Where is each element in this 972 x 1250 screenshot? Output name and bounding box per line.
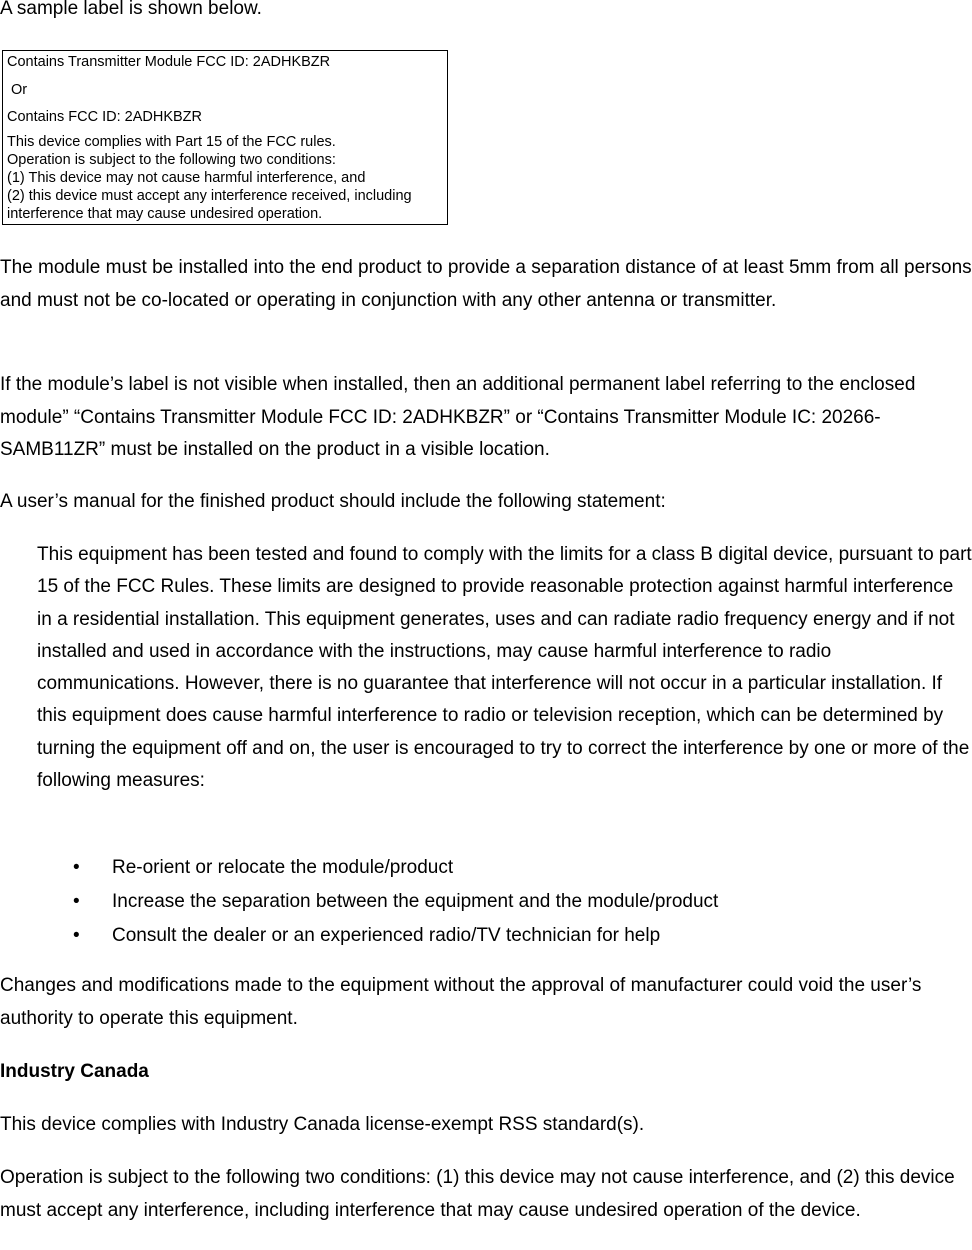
ic-conditions-paragraph: Operation is subject to the following two conditions: (1) this device may not cause interference, and (2) this device must accept any interference, including interference that may cause undesired operation of the device. (0, 1167, 955, 1221)
label-condition-line: Operation is subject to the following two conditions: (7, 152, 336, 168)
label-line-or: Or (7, 82, 28, 98)
label-condition-line: interference that may cause undesired operation. (7, 206, 323, 222)
label-conditions (7, 133, 412, 223)
list-item-text: Consult the dealer or an experienced radio/TV technician for help (112, 925, 661, 946)
ic-compliance-paragraph: This device complies with Industry Canada license-exempt RSS standard(s). (0, 1114, 645, 1135)
industry-canada-heading: Industry Canada (0, 1061, 149, 1082)
bullet-icon: • (73, 925, 80, 946)
label-line-transmitter: Contains Transmitter Module FCC ID: 2ADHKBZR (7, 54, 331, 70)
bullet-icon: • (73, 857, 80, 878)
label-condition-line: This device complies with Part 15 of the FCC rules. (7, 134, 336, 150)
label-visibility-paragraph: If the module’s label is not visible when installed, then an additional permanent label referring to the enclosed module” “Contains Transmitter Module FCC ID: 2ADHKBZR” or “Contains Transmitter Module IC: 20266-SAMB11ZR” must be installed on the product in a visible location. (0, 374, 916, 460)
list-item-text: Increase the separation between the equipment and the module/product (112, 891, 719, 912)
changes-paragraph: Changes and modifications made to the equipment without the approval of manufacturer could void the user’s authority to operate this equipment. (0, 975, 922, 1029)
list-item-text: Re-orient or relocate the module/product (112, 857, 454, 878)
label-condition-line: (1) This device may not cause harmful interference, and (7, 170, 366, 186)
user-manual-paragraph: A user’s manual for the finished product should include the following statement: (0, 491, 666, 512)
sample-label-box (2, 50, 448, 225)
intro-text: A sample label is shown below. (0, 0, 262, 19)
label-condition-line: (2) this device must accept any interference received, including (7, 188, 412, 204)
separation-paragraph: The module must be installed into the end product to provide a separation distance of at least 5mm from all persons and must not be co-located or operating in conjunction with any other antenna or transmitter. (0, 257, 972, 311)
fcc-statement-quote: This equipment has been tested and found to comply with the limits for a class B digital device, pursuant to part 15 of the FCC Rules. These limits are designed to provide reasonable protection against harmful interference in a residential installation. This equipment generates, uses and can radiate radio frequency energy and if not installed and used in accordance with the instructions, may cause harmful interference to radio communications. However, there is no guarantee that interference will not occur in a particular installation. If this equipment does cause harmful interference to radio or television reception, which can be determined by turning the equipment off and on, the user is encouraged to try to correct the interference by one or more of the following measures: (37, 544, 972, 792)
bullet-icon: • (73, 891, 80, 912)
label-line-fcc-id: Contains FCC ID: 2ADHKBZR (7, 109, 202, 125)
